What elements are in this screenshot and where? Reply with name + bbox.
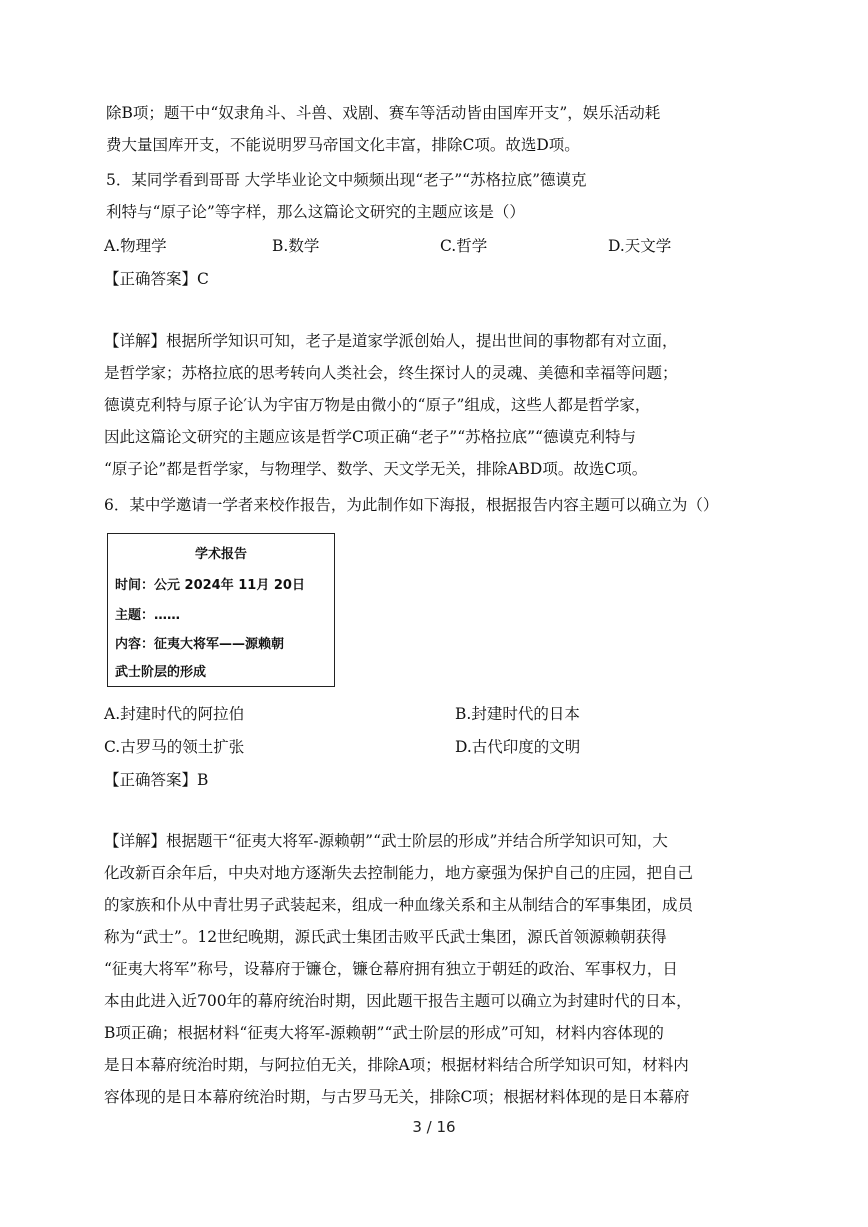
- question-5-option-a: A.物理学: [104, 237, 167, 255]
- poster-content: 内容：征夷大将军——源赖朝: [115, 637, 285, 652]
- question-6-explanation: 【详解】根据题干“征夷大将军-源赖朝”“武士阶层的形成”并结合所学知识可知，大: [104, 832, 668, 850]
- question-6-stem: 6．某中学邀请一学者来校作报告，为此制作如下海报，根据报告内容主题可以确立为（）: [104, 496, 719, 514]
- question-6-option-a: A.封建时代的阿拉伯: [104, 705, 245, 723]
- intro-line: 费大量国库开支，不能说明罗马帝国文化丰富，排除C项。故选D项。: [106, 136, 580, 154]
- poster-content-continued: 武士阶层的形成: [115, 665, 207, 680]
- question-6-explanation: B项正确；根据材料“征夷大将军-源赖朝”“武士阶层的形成”可知，材料内容体现的: [104, 1024, 664, 1042]
- question-6-option-b: B.封建时代的日本: [455, 705, 580, 723]
- question-5-answer: 【正确答案】C: [104, 270, 209, 288]
- poster-title: 学术报告: [194, 547, 247, 562]
- question-5-explanation: “原子论”都是哲学家，与物理学、数学、天文学无关，排除ABD项。故选C项。: [104, 460, 648, 478]
- academic-poster: [107, 533, 335, 687]
- question-5-option-b: B.数学: [272, 237, 320, 255]
- question-5-explanation: 因此这篇论文研究的主题应该是哲学C项正确“老子”“苏格拉底”“德谟克利特与: [104, 428, 636, 446]
- question-5-explanation: 是哲学家；苏格拉底的思考转向人类社会，终生探讨人的灵魂、美德和幸福等问题；: [104, 364, 678, 382]
- poster-theme: 主题：……: [115, 608, 181, 623]
- poster-time: 时间：公元 2024年 11月 20日: [115, 578, 305, 593]
- question-6-explanation: 是日本幕府统治时期，与阿拉伯无关，排除A项；根据材料结合所学知识可知，材料内: [104, 1056, 689, 1074]
- question-6-explanation: 化改新百余年后，中央对地方逐渐失去控制能力，地方豪强为保护自己的庄园，把自己: [104, 864, 694, 882]
- page-number: 3 / 16: [412, 1118, 456, 1136]
- question-5-stem: 利特与“原子论”等字样，那么这篇论文研究的主题应该是（）: [106, 203, 525, 221]
- question-6-explanation: 的家族和仆从中青壮男子武装起来，组成一种血缘关系和主从制结合的军事集团，成员: [104, 896, 694, 914]
- question-6-option-d: D.古代印度的文明: [455, 738, 581, 756]
- question-5-explanation: 德谟克利特与原子论′认为宇宙万物是由微小的“原子”组成，这些人都是哲学家，: [104, 396, 651, 414]
- question-6-explanation: 本由此进入近700年的幕府统治时期，因此题干报告主题可以确立为封建时代的日本，: [104, 992, 692, 1010]
- question-5-explanation: 【详解】根据所学知识可知，老子是道家学派创始人，提出世间的事物都有对立面，: [104, 332, 678, 350]
- question-6-answer: 【正确答案】B: [104, 771, 209, 789]
- question-5-stem: 5．某同学看到哥哥 大学毕业论文中频频出现“老子”“苏格拉底”德谟克: [106, 171, 587, 189]
- question-5-option-d: D.天文学: [608, 237, 672, 255]
- question-5-option-c: C.哲学: [440, 237, 488, 255]
- question-6-explanation: 容体现的是日本幕府统治时期，与古罗马无关，排除C项；根据材料体现的是日本幕府: [104, 1088, 690, 1106]
- question-6-explanation: “征夷大将军”称号，设幕府于镰仓，镰仓幕府拥有独立于朝廷的政治、军事权力，日: [104, 960, 678, 978]
- intro-line: 除B项；题干中“奴隶角斗、斗兽、戏剧、赛车等活动皆由国库开支”，娱乐活动耗: [106, 104, 661, 122]
- question-6-option-c: C.古罗马的领土扩张: [104, 738, 245, 756]
- question-6-explanation: 称为“武士”。12世纪晚期，源氏武士集团击败平氏武士集团，源氏首领源赖朝获得: [104, 928, 667, 946]
